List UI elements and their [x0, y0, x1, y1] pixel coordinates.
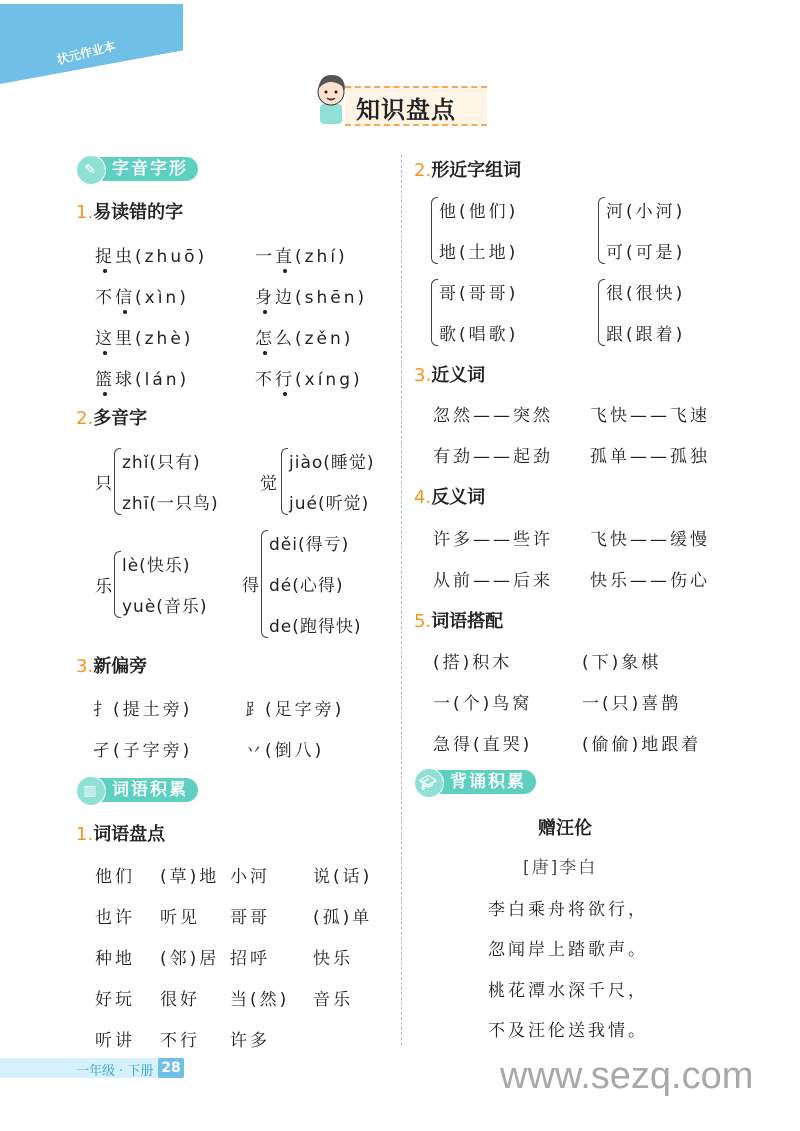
radical-item: 丷(倒八) [245, 741, 325, 761]
polyphone-reading: děi(得亏) [269, 535, 350, 555]
brace-icon [261, 530, 268, 638]
brace-icon [598, 197, 605, 264]
badge-label: 词语积累 [112, 780, 188, 800]
vocab-word: 音乐 [313, 990, 353, 1010]
vocab-word: 好玩 [95, 990, 135, 1010]
item-post: (xìn) [135, 288, 189, 308]
item-post: 么(zěn) [275, 329, 354, 349]
item-post: 虫(zhuō) [115, 247, 208, 267]
pencil-icon: ✎ [76, 155, 106, 185]
synonym-pair: 有劲——起劲 [433, 447, 553, 467]
item-post: 球(lán) [115, 370, 190, 390]
emphasis-char: 直 [275, 242, 295, 267]
vocab-word: 种地 [95, 949, 135, 969]
similar-char-word: 歌(唱歌) [439, 325, 519, 345]
item-post: 边(shēn) [275, 288, 368, 308]
vocab-word: 不行 [160, 1031, 200, 1051]
similar-char-word: 地(土地) [439, 243, 519, 263]
subheading: 3.新偏旁 [76, 656, 148, 677]
antonym-pair: 从前——后来 [433, 571, 553, 591]
section-badge-bsjl [416, 770, 536, 794]
misread-char-item [95, 324, 193, 349]
emphasis-char: 怎 [255, 324, 275, 349]
watermark: www.sezq.com [500, 1055, 754, 1097]
column-divider [401, 155, 402, 1045]
misread-char-item [255, 283, 367, 308]
radical-item: ⻊(足字旁) [245, 700, 345, 720]
vocab-word: 说(话) [313, 867, 373, 887]
polyphone-char: 只 [95, 473, 115, 494]
antonym-pair: 许多——些许 [433, 530, 553, 550]
subheading: 1.易读错的字 [76, 202, 184, 223]
badge-label: 字音字形 [112, 159, 188, 179]
radical-item: 扌(提土旁) [93, 700, 193, 720]
item-pre: 不 [95, 288, 115, 308]
poem-line: 不及汪伦送我情。 [488, 1021, 648, 1041]
polyphone-char: 得 [242, 576, 262, 596]
similar-char-word: 可(可是) [606, 243, 686, 263]
poem-title: 赠汪伦 [538, 818, 592, 839]
collocation: (下)象棋 [582, 653, 662, 673]
vocab-word: 招呼 [230, 949, 270, 969]
vocab-word: 当(然) [230, 990, 290, 1010]
section-badge-cyjl [78, 778, 198, 802]
similar-char-word: 跟(跟着) [606, 325, 686, 345]
graduation-cap-icon: 🎓︎ [414, 768, 444, 798]
similar-char-word: 很(很快) [606, 284, 686, 304]
vocab-word: (孤)单 [313, 908, 373, 928]
synonym-pair: 孤单——孤独 [590, 447, 710, 467]
vocab-word: 听见 [160, 908, 200, 928]
emphasis-char: 身 [255, 283, 275, 308]
page-title: 知识盘点 [356, 96, 456, 124]
polyphone-reading: dé(心得) [269, 576, 344, 596]
polyphone-reading: zhī(一只鸟) [122, 494, 219, 514]
vocab-word: (草)地 [160, 867, 220, 887]
page-number: 28 [158, 1058, 184, 1078]
item-pre: 一 [255, 247, 275, 267]
emphasis-char: 这 [95, 324, 115, 349]
subheading: 5.词语搭配 [414, 611, 504, 632]
vocab-word: 很好 [160, 990, 200, 1010]
brace-icon [431, 197, 438, 264]
collocation: (偷偷)地跟着 [582, 735, 702, 755]
collocation: 急得(直哭) [433, 735, 533, 755]
polyphone-reading: lè(快乐) [122, 556, 191, 576]
antonym-pair: 快乐——伤心 [590, 571, 710, 591]
item-pre: 不 [255, 370, 275, 390]
similar-char-word: 哥(哥哥) [439, 284, 519, 304]
brace-icon [114, 448, 121, 515]
misread-char-item [255, 242, 348, 267]
emphasis-char: 篮 [95, 365, 115, 390]
misread-char-item [255, 365, 363, 390]
poem-line: 桃花潭水深千尺， [488, 981, 648, 1001]
series-name: 状元作业本 [55, 38, 117, 68]
item-post: (xíng) [295, 370, 363, 390]
vocab-word: 也许 [95, 908, 135, 928]
emphasis-char: 行 [275, 365, 295, 390]
grade-label: 一年级 · 下册 [76, 1064, 154, 1079]
misread-char-item [95, 242, 207, 267]
similar-char-word: 河(小河) [606, 202, 686, 222]
vocab-word: 小河 [230, 867, 270, 887]
brace-icon [431, 279, 438, 346]
polyphone-char: 乐 [95, 576, 115, 597]
subheading: 4.反义词 [414, 487, 486, 508]
emphasis-char: 信 [115, 283, 135, 308]
polyphone-char: 觉 [260, 473, 280, 494]
vocab-word: 哥哥 [230, 908, 270, 928]
book-icon: ▥ [76, 776, 106, 806]
vocab-word: 许多 [230, 1031, 270, 1051]
emphasis-char: 捉 [95, 242, 115, 267]
poem-line: 忽闻岸上踏歌声。 [488, 940, 648, 960]
misread-char-item [255, 324, 353, 349]
brace-icon [281, 448, 288, 515]
badge-label: 背诵积累 [450, 772, 526, 792]
radical-item: 孑(子字旁) [93, 741, 193, 761]
polyphone-reading: yuè(音乐) [122, 597, 208, 617]
subheading: 2.形近字组词 [414, 160, 522, 181]
collocation: 一(只)喜鹊 [582, 694, 682, 714]
misread-char-item [95, 283, 189, 308]
poem-author: [唐]李白 [523, 858, 598, 878]
collocation: (搭)积木 [433, 653, 513, 673]
poem-line: 李白乘舟将欲行， [488, 900, 648, 920]
collocation: 一(个)鸟窝 [433, 694, 533, 714]
polyphone-reading: de(跑得快) [269, 617, 362, 637]
section-badge-zyzx [78, 157, 198, 181]
subheading: 3.近义词 [414, 365, 486, 386]
subheading: 2.多音字 [76, 408, 148, 429]
synonym-pair: 忽然——突然 [433, 406, 553, 426]
vocab-word: 快乐 [313, 949, 353, 969]
item-post: (zhí) [295, 247, 348, 267]
polyphone-reading: jiào(睡觉) [289, 453, 375, 473]
polyphone-reading: zhǐ(只有) [122, 453, 201, 473]
vocab-word: 他们 [95, 867, 135, 887]
item-post: 里(zhè) [115, 329, 194, 349]
antonym-pair: 飞快——缓慢 [590, 530, 710, 550]
misread-char-item [95, 365, 189, 390]
brace-icon [114, 551, 121, 618]
subheading: 1.词语盘点 [76, 824, 166, 845]
vocab-word: 听讲 [95, 1031, 135, 1051]
polyphone-reading: jué(听觉) [289, 494, 370, 514]
synonym-pair: 飞快——飞速 [590, 406, 710, 426]
brace-icon [598, 279, 605, 346]
similar-char-word: 他(他们) [439, 202, 519, 222]
vocab-word: (邻)居 [160, 949, 220, 969]
